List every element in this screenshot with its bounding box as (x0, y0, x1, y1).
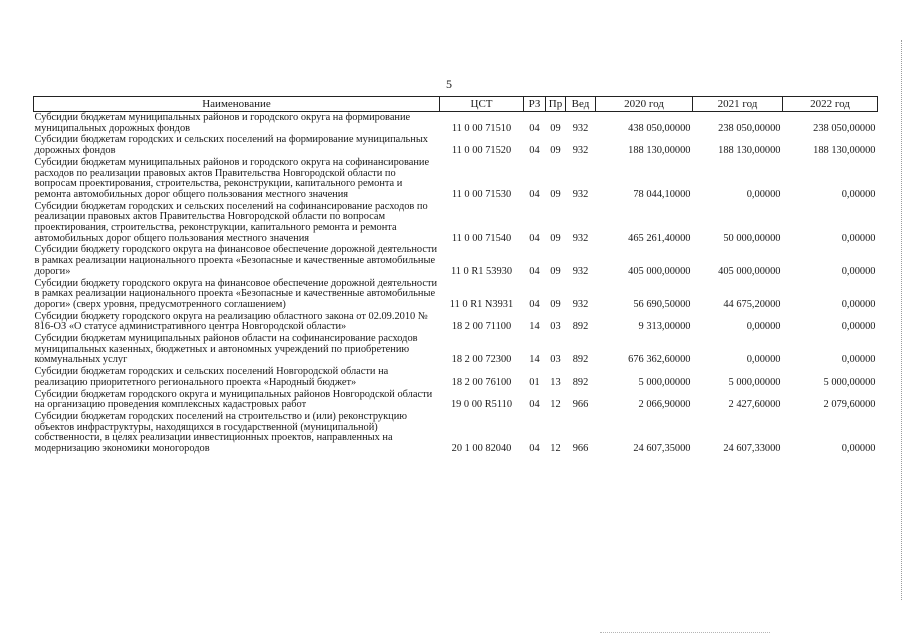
cell-2020: 56 690,50000 (633, 298, 691, 310)
header-2020: 2020 год (596, 97, 693, 112)
cell-name: Субсидии бюджету городского округа на финансовое обеспечение дорожной деятельности в рамках реализации национального проекта «Безопасные и качественные автомобильные дороги» (сверх уровня, предусмотренного соглашением) (34, 277, 438, 310)
cell-rz: 04 (529, 145, 540, 157)
table-row (34, 157, 878, 201)
budget-table (33, 96, 878, 455)
cell-rz: 04 (529, 443, 540, 455)
cell-cst: 18 2 00 76100 (451, 376, 512, 388)
cell-pr: 03 (550, 321, 561, 333)
cell-cst: 11 0 00 71540 (451, 232, 512, 244)
cell-rz: 14 (529, 321, 540, 333)
table-row (34, 244, 878, 277)
cell-ved: 966 (572, 399, 589, 411)
cell-name: Субсидии бюджетам городских и сельских поселений на софинансирование расходов по реализации правовых актов Правительства Новгородской области по вопросам проектирования, строительства, реконструкции, капитального ремонта и ремонта автомобильных дорог общего пользования местного значения (34, 200, 428, 244)
cell-2021: 405 000,00000 (718, 265, 781, 277)
table-row (34, 411, 878, 455)
cell-2021: 5 000,00000 (728, 376, 781, 388)
cell-2021: 44 675,20000 (723, 298, 781, 310)
cell-name: Субсидии бюджетам муниципальных районов и городского округа на формирование муниципальных дорожных фондов (34, 112, 411, 134)
cell-cst: 18 2 00 71100 (451, 321, 512, 333)
table-row (34, 366, 878, 388)
cell-2021: 50 000,00000 (723, 232, 781, 244)
table-row (34, 278, 878, 311)
table-row (34, 134, 878, 156)
header-2021: 2021 год (693, 97, 783, 112)
cell-name: Субсидии бюджету городского округа на реализацию областного закона от 02.09.2010 № 816-ОЗ «О статусе административного центра Новгородской области» (34, 310, 428, 333)
cell-ved: 932 (572, 122, 589, 134)
table-row (34, 112, 878, 135)
cell-2020: 9 313,00000 (638, 321, 691, 333)
cell-ved: 892 (572, 376, 589, 388)
cell-ved: 966 (572, 443, 589, 455)
cell-cst: 11 0 00 71520 (451, 145, 512, 157)
cell-2021: 0,00000 (746, 321, 781, 333)
header-2022: 2022 год (783, 97, 878, 112)
cell-rz: 04 (529, 265, 540, 277)
cell-name: Субсидии бюджетам городских и сельских поселений на формирование муниципальных дорожных фондов (34, 134, 428, 157)
cell-pr: 09 (550, 232, 561, 244)
table-row (34, 389, 878, 411)
cell-name: Субсидии бюджетам городских и сельских поселений Новгородской области на реализацию приоритетного регионального проекта «Народный бюджет» (34, 366, 389, 388)
cell-rz: 04 (529, 298, 540, 310)
cell-2020: 438 050,00000 (628, 122, 691, 134)
scan-edge-mark (900, 40, 902, 600)
cell-2020: 78 044,10000 (633, 188, 691, 200)
cell-2022: 0,00000 (841, 265, 876, 277)
cell-rz: 14 (529, 354, 540, 366)
header-cst: ЦСТ (440, 97, 524, 112)
table-row (34, 311, 878, 333)
cell-2020: 676 362,60000 (628, 354, 691, 366)
cell-2022: 0,00000 (841, 298, 876, 310)
cell-cst: 11 0 R1 53930 (450, 265, 513, 277)
cell-2020: 5 000,00000 (638, 376, 691, 388)
cell-cst: 19 0 00 R5110 (450, 399, 513, 411)
cell-2022: 2 079,60000 (823, 399, 876, 411)
cell-cst: 11 0 00 71530 (451, 188, 512, 200)
cell-ved: 892 (572, 321, 589, 333)
cell-2022: 0,00000 (841, 321, 876, 333)
cell-2022: 238 050,00000 (813, 122, 876, 134)
table-body (34, 112, 878, 455)
cell-pr: 13 (550, 376, 561, 388)
cell-2020: 465 261,40000 (628, 232, 691, 244)
cell-cst: 20 1 00 82040 (451, 443, 512, 455)
cell-2020: 2 066,90000 (638, 399, 691, 411)
cell-rz: 04 (529, 399, 540, 411)
cell-ved: 932 (572, 232, 589, 244)
cell-2020: 24 607,35000 (633, 443, 691, 455)
scan-bottom-dots (600, 632, 770, 634)
cell-2022: 5 000,00000 (823, 376, 876, 388)
cell-pr: 09 (550, 298, 561, 310)
cell-2022: 188 130,00000 (813, 145, 876, 157)
cell-name: Субсидии бюджету городского округа на финансовое обеспечение дорожной деятельности в рамках реализации национального проекта «Безопасные и качественные автомобильные дороги» (34, 244, 438, 277)
cell-cst: 18 2 00 72300 (451, 354, 512, 366)
cell-rz: 04 (529, 122, 540, 134)
cell-name: Субсидии бюджетам муниципальных районов и городского округа на софинансирование расходов по реализации правовых актов Правительства Новгородской области по вопросам проектирования, строительства, реконструкции, капитального ремонта и ремонта автомобильных дорог общего пользования местного значения (34, 156, 430, 200)
cell-2022: 0,00000 (841, 354, 876, 366)
cell-ved: 932 (572, 298, 589, 310)
cell-2021: 188 130,00000 (718, 145, 781, 157)
cell-2020: 188 130,00000 (628, 145, 691, 157)
cell-2021: 24 607,33000 (723, 443, 781, 455)
cell-2021: 238 050,00000 (718, 122, 781, 134)
cell-rz: 04 (529, 188, 540, 200)
cell-name: Субсидии бюджетам городских поселений на строительство и (или) реконструкцию объектов инфраструктуры, находящихся в государственной (муниципальной) собственности, в целях реализации инвестиционных проектов, направленных на модернизацию экономики моногородов (34, 410, 408, 455)
cell-cst: 11 0 R1 N3931 (449, 298, 514, 310)
table-row (34, 201, 878, 245)
cell-ved: 932 (572, 265, 589, 277)
page-number: 5 (446, 77, 452, 91)
cell-pr: 09 (550, 188, 561, 200)
table-row (34, 333, 878, 366)
table-header-row (34, 97, 878, 112)
header-ved: Вед (566, 97, 596, 112)
cell-ved: 892 (572, 354, 589, 366)
cell-2020: 405 000,00000 (628, 265, 691, 277)
cell-name: Субсидии бюджетам муниципальных районов области на софинансирование расходов муниципальных казенных, бюджетных и автономных учреждений по приобретению коммунальных услуг (34, 333, 418, 366)
cell-rz: 01 (529, 376, 540, 388)
cell-pr: 09 (550, 265, 561, 277)
header-name: Наименование (34, 97, 440, 112)
cell-2021: 0,00000 (746, 188, 781, 200)
header-pr: Пр (546, 97, 566, 112)
cell-ved: 932 (572, 188, 589, 200)
cell-ved: 932 (572, 145, 589, 157)
header-rz: РЗ (524, 97, 546, 112)
cell-2022: 0,00000 (841, 232, 876, 244)
cell-pr: 09 (550, 145, 561, 157)
cell-2021: 2 427,60000 (728, 399, 781, 411)
cell-cst: 11 0 00 71510 (451, 122, 512, 134)
cell-name: Субсидии бюджетам городского округа и муниципальных районов Новгородской области на организацию проведения комплексных кадастровых работ (34, 388, 433, 411)
cell-2021: 0,00000 (746, 354, 781, 366)
cell-pr: 03 (550, 354, 561, 366)
cell-pr: 09 (550, 122, 561, 134)
cell-pr: 12 (550, 443, 561, 455)
cell-rz: 04 (529, 232, 540, 244)
cell-2022: 0,00000 (841, 443, 876, 455)
cell-pr: 12 (550, 399, 561, 411)
cell-2022: 0,00000 (841, 188, 876, 200)
